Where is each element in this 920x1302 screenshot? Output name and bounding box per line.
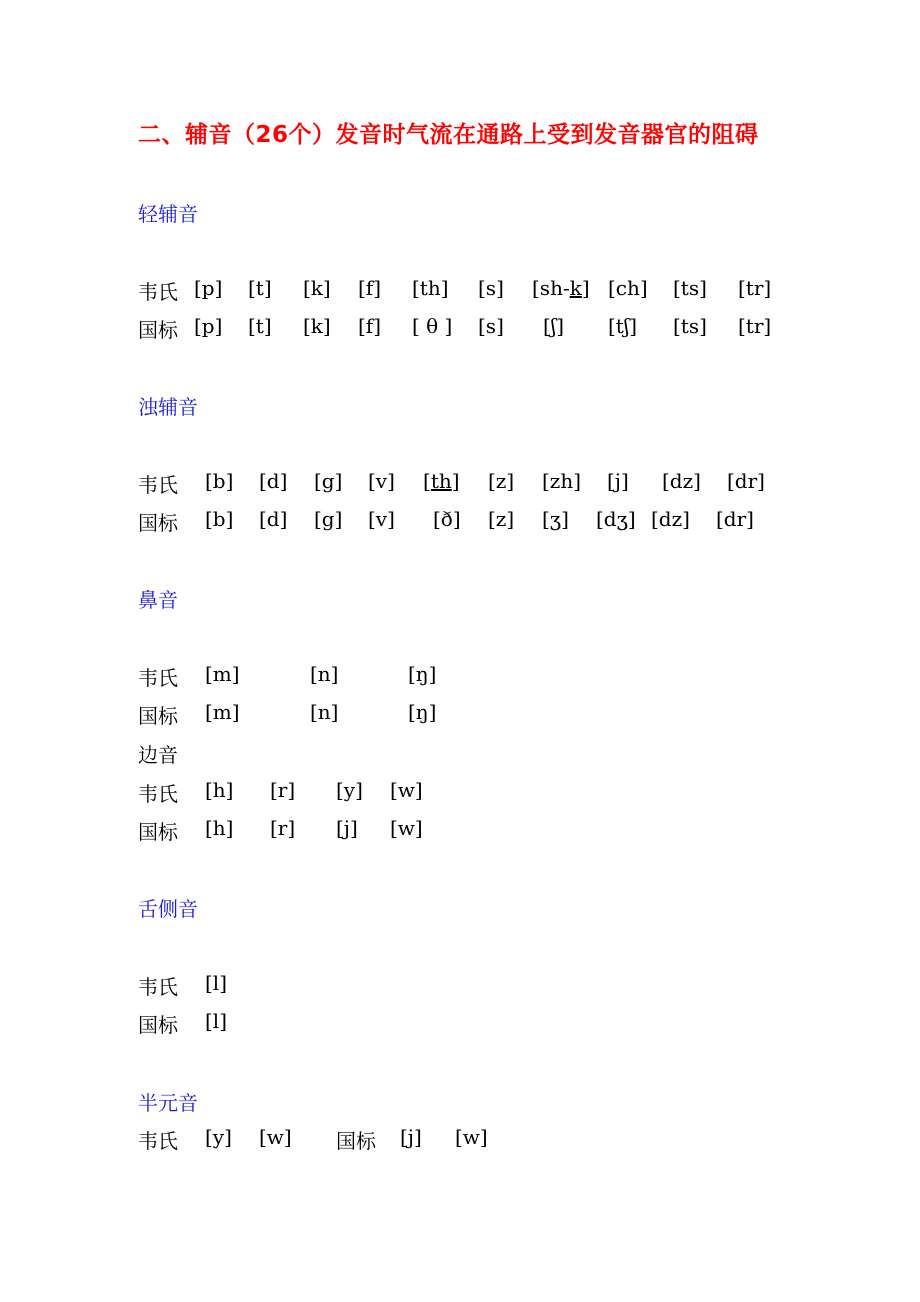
heading-voiceless: 轻辅音: [138, 202, 198, 226]
symbol: [g]: [314, 469, 343, 493]
row-label-guobiao: 国标: [138, 318, 178, 342]
symbol-part: ]: [451, 469, 460, 493]
symbol-part: [sh-: [532, 276, 570, 300]
symbol: [y]: [205, 1125, 232, 1149]
row-label-guobiao: 国标: [336, 1129, 376, 1153]
symbol: [dr]: [716, 507, 754, 531]
symbol: [ŋ]: [408, 700, 437, 724]
symbol: [p]: [194, 276, 223, 300]
symbol: [w]: [455, 1125, 488, 1149]
symbol: [r]: [270, 816, 296, 840]
symbol: [dz]: [662, 469, 701, 493]
symbol: [j]: [400, 1125, 422, 1149]
symbol: [v]: [368, 469, 395, 493]
symbol: [v]: [368, 507, 395, 531]
symbol: [th]: [412, 276, 449, 300]
symbol: [r]: [270, 778, 296, 802]
symbol: [m]: [205, 700, 240, 724]
symbol: [m]: [205, 662, 240, 686]
symbol-part: ]: [581, 276, 590, 300]
row-label-guobiao: 国标: [138, 704, 178, 728]
symbol: [p]: [194, 314, 223, 338]
row-label-webster: 韦氏: [138, 280, 178, 304]
symbol: [tr]: [738, 276, 772, 300]
symbol: [j]: [336, 816, 358, 840]
page-title: 二、辅音（26个）发音时气流在通路上受到发音器官的阻碍: [138, 122, 759, 148]
symbol: [h]: [205, 778, 234, 802]
symbol: [z]: [488, 469, 515, 493]
symbol: [tʃ]: [608, 314, 638, 338]
symbol: [n]: [310, 662, 339, 686]
symbol: [s]: [478, 276, 504, 300]
symbol: [dr]: [727, 469, 765, 493]
symbol: [ch]: [608, 276, 648, 300]
row-label-guobiao: 国标: [138, 1013, 178, 1037]
symbol: [l]: [205, 1009, 228, 1033]
symbol: [w]: [390, 816, 423, 840]
symbol: [k]: [303, 276, 331, 300]
symbol: [y]: [336, 778, 363, 802]
symbol: [dz]: [651, 507, 690, 531]
symbol: [zh]: [542, 469, 582, 493]
row-label-webster: 韦氏: [138, 975, 178, 999]
symbol: [h]: [205, 816, 234, 840]
symbol: [ŋ]: [408, 662, 437, 686]
symbol: [b]: [205, 469, 234, 493]
symbol: [t]: [248, 276, 272, 300]
heading-semivowel: 半元音: [138, 1091, 198, 1115]
symbol: [l]: [205, 971, 228, 995]
symbol: [d]: [259, 507, 288, 531]
symbol: [t]: [248, 314, 272, 338]
symbol: [f]: [358, 314, 382, 338]
symbol-group: [423, 469, 460, 493]
symbol: [ts]: [673, 276, 707, 300]
symbol: [n]: [310, 700, 339, 724]
symbol: [ʒ]: [542, 507, 569, 531]
heading-lateral: 舌侧音: [138, 897, 198, 921]
symbol: [ θ ]: [412, 314, 453, 338]
row-label-guobiao: 国标: [138, 511, 178, 535]
symbol: [ʃ]: [543, 314, 565, 338]
symbol: [s]: [478, 314, 504, 338]
symbol-group: [532, 276, 590, 300]
row-label-webster: 韦氏: [138, 1129, 178, 1153]
symbol: [k]: [303, 314, 331, 338]
symbol: [ð]: [433, 507, 461, 531]
row-label-webster: 韦氏: [138, 782, 178, 806]
heading-other: 边音: [138, 743, 178, 767]
symbol-underlined-part: th: [430, 469, 452, 493]
row-label-webster: 韦氏: [138, 473, 178, 497]
symbol: [dʒ]: [596, 507, 636, 531]
heading-nasal: 鼻音: [138, 588, 178, 612]
heading-voiced: 浊辅音: [138, 395, 198, 419]
symbol-underlined-part: k: [569, 276, 582, 300]
symbol: [g]: [314, 507, 343, 531]
symbol: [f]: [358, 276, 382, 300]
symbol-part: [: [423, 469, 431, 493]
symbol: [tr]: [738, 314, 772, 338]
symbol: [z]: [488, 507, 515, 531]
symbol: [w]: [259, 1125, 292, 1149]
symbol: [j]: [607, 469, 629, 493]
symbol: [w]: [390, 778, 423, 802]
symbol: [d]: [259, 469, 288, 493]
symbol: [b]: [205, 507, 234, 531]
symbol: [ts]: [673, 314, 707, 338]
row-label-webster: 韦氏: [138, 666, 178, 690]
row-label-guobiao: 国标: [138, 820, 178, 844]
